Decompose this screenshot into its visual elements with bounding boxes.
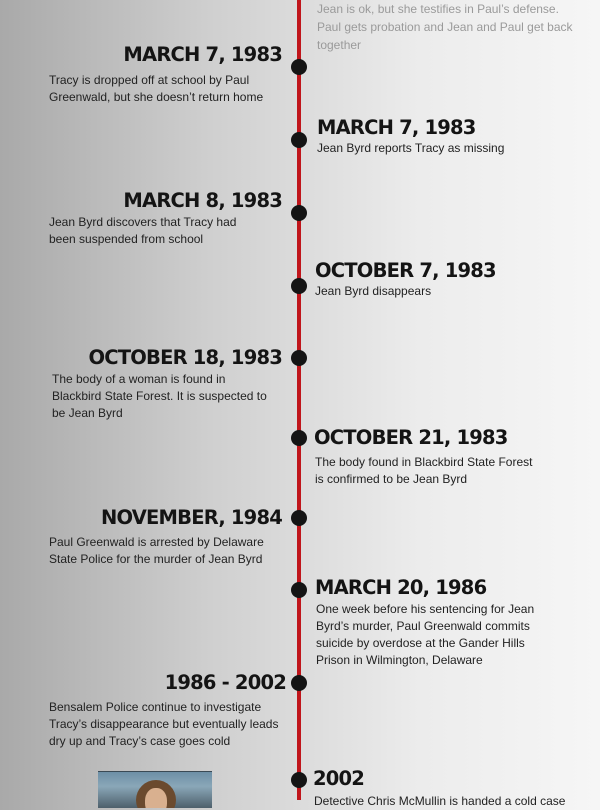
timeline-dot (291, 350, 307, 366)
event-date: OCTOBER 21, 1983 (314, 426, 508, 449)
timeline-dot (291, 430, 307, 446)
event-description: Detective Chris McMullin is handed a cold case (314, 794, 566, 808)
event-description: Jean Byrd discovers that Tracy had been suspended from school (49, 215, 237, 246)
event-date: 2002 (313, 767, 365, 790)
event-description: Paul Greenwald is arrested by Delaware State Police for the murder of Jean Byrd (49, 535, 264, 566)
intro-text: Jean is ok, but she testifies in Paul’s defense. Paul gets probation and Jean and Paul get back together (317, 2, 573, 52)
timeline-dot (291, 59, 307, 75)
timeline-event (40, 189, 284, 248)
event-description: Jean Byrd reports Tracy as missing (317, 141, 505, 155)
event-date: NOVEMBER, 1984 (100, 506, 282, 529)
event-date: OCTOBER 18, 1983 (88, 346, 282, 369)
event-description: The body of a woman is found in Blackbird State Forest. It is suspected to be Jean Byrd (52, 372, 267, 420)
event-date: MARCH 8, 1983 (123, 189, 282, 212)
timeline-event (317, 116, 587, 157)
timeline-event (315, 259, 585, 300)
tracy-photo (98, 771, 212, 808)
event-date: MARCH 7, 1983 (123, 43, 282, 66)
event-date: OCTOBER 7, 1983 (315, 259, 496, 282)
timeline-dot (291, 582, 307, 598)
timeline-dot (291, 278, 307, 294)
timeline-dot (291, 772, 307, 788)
timeline-dot (291, 132, 307, 148)
photo-face (145, 788, 167, 808)
event-date: 1986 - 2002 (164, 671, 286, 694)
event-date: MARCH 7, 1983 (317, 116, 476, 139)
timeline-dot (291, 205, 307, 221)
event-description: Tracy is dropped off at school by Paul Greenwald, but she doesn’t return home (49, 73, 264, 104)
event-description: One week before his sentencing for Jean Byrd’s murder, Paul Greenwald commits suicide by overdose at the Gander Hills Prison in Wilmington, Delaware (316, 602, 535, 667)
timeline-event (313, 767, 583, 810)
event-description: Bensalem Police continue to investigate Tracy’s disappearance but eventually leads dry up and Tracy’s case goes cold (49, 700, 279, 748)
timeline-event (314, 426, 584, 488)
timeline-dot (291, 675, 307, 691)
timeline-event (40, 346, 284, 422)
timeline-dot (291, 510, 307, 526)
timeline-event (40, 506, 284, 568)
timeline-event (315, 576, 585, 669)
event-date: MARCH 20, 1986 (315, 576, 487, 599)
timeline-event (40, 43, 284, 106)
timeline-event (40, 671, 288, 750)
event-description: Jean Byrd disappears (315, 284, 432, 298)
event-description: The body found in Blackbird State Forest is confirmed to be Jean Byrd (315, 455, 533, 486)
